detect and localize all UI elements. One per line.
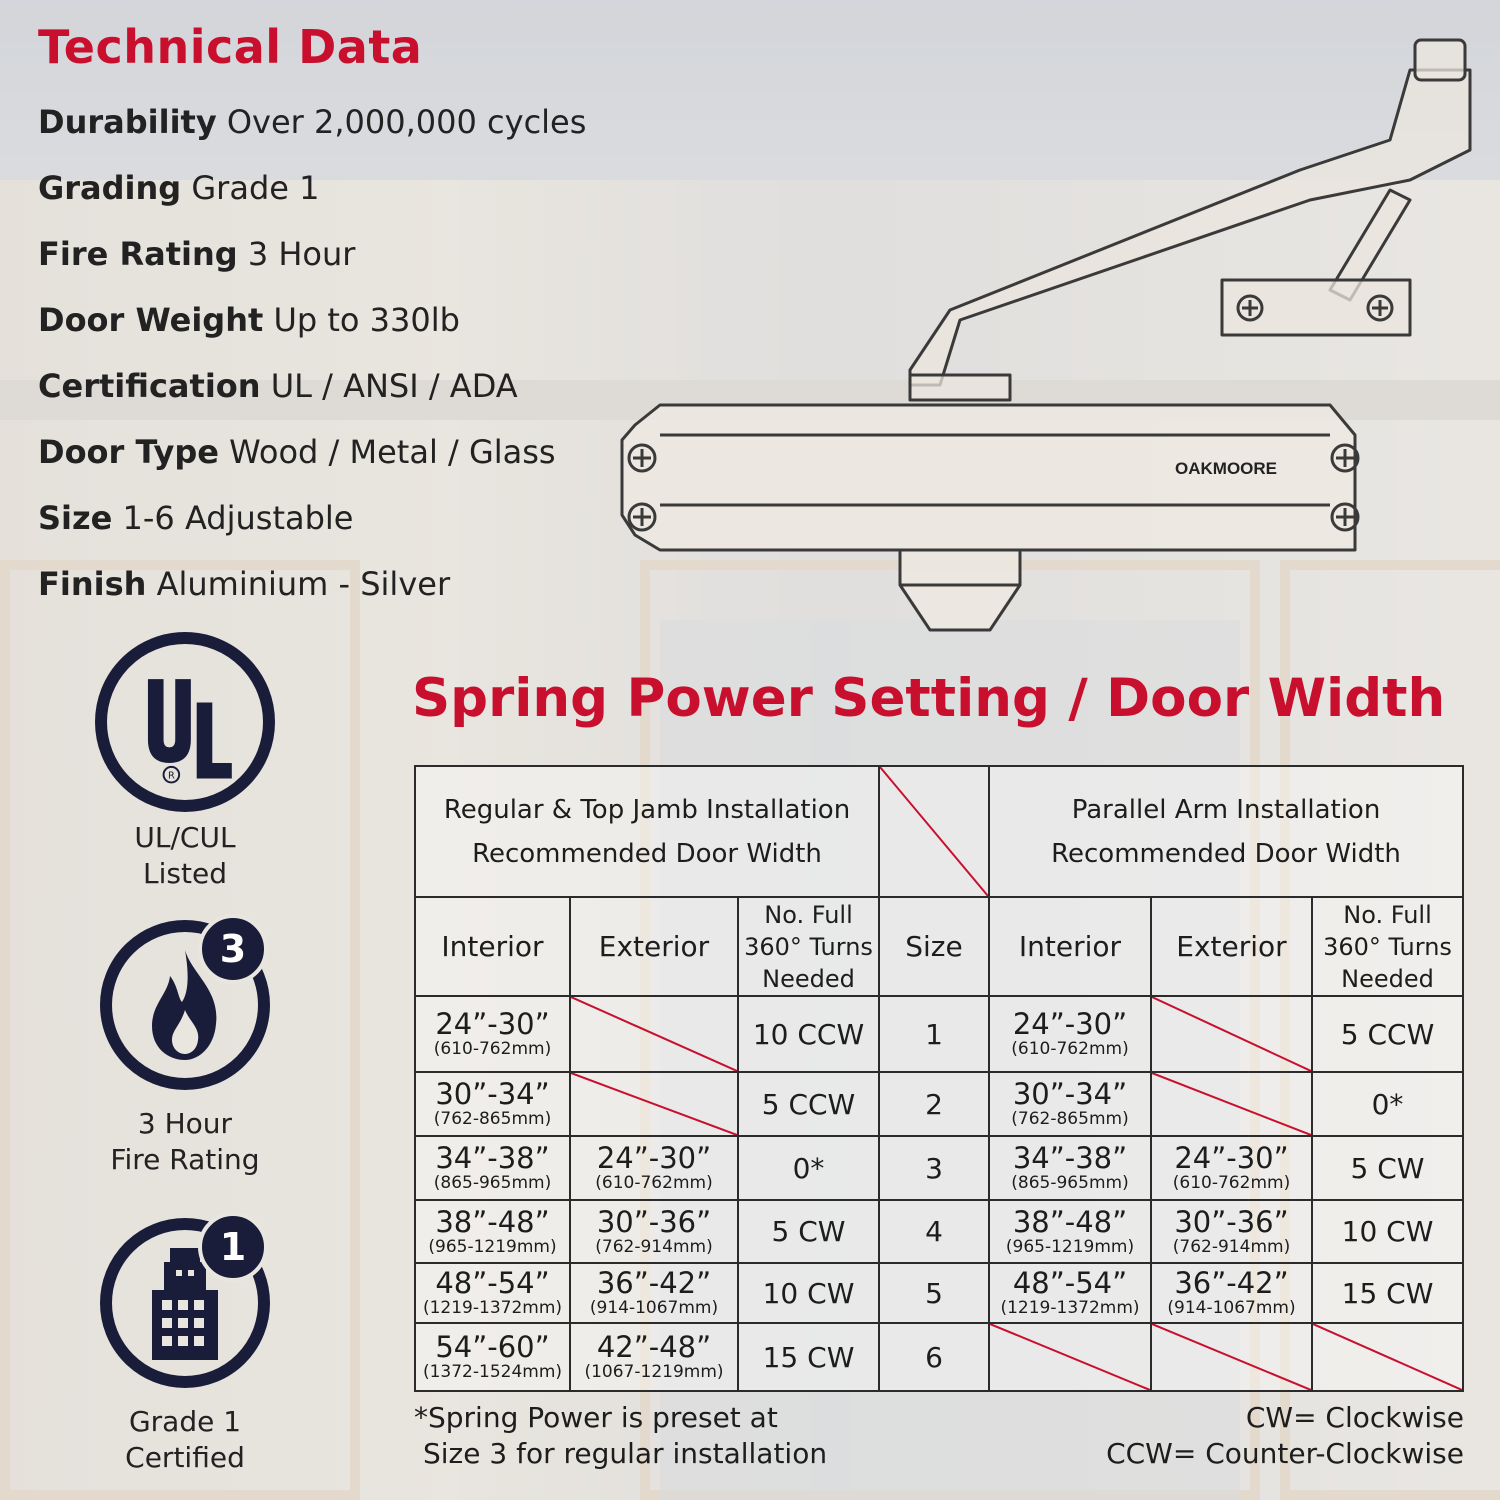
width-inches: 34”-38”: [1012, 1141, 1128, 1175]
empty-slash: [1313, 1324, 1462, 1390]
spec-row-size: [38, 496, 658, 562]
regular-header-line-1: Regular & Top Jamb Installation: [443, 794, 851, 825]
parallel-header-line-2: Recommended Door Width: [1051, 838, 1401, 869]
empty-cell: [1312, 1323, 1463, 1391]
footnote: [414, 1400, 827, 1472]
width-millimeters: (762-865mm): [1011, 1109, 1129, 1129]
grade-caption-line-2: Certified: [125, 1441, 245, 1474]
grade-number: 1: [198, 1212, 268, 1282]
spec-label: Fire Rating: [38, 235, 238, 273]
width-inches: 38”-48”: [1012, 1204, 1128, 1239]
turns-cell: 0*: [1312, 1072, 1463, 1136]
width-millimeters: (610-762mm): [1172, 1173, 1291, 1193]
table-row: [415, 1263, 1463, 1323]
spec-value: Up to 330lb: [273, 301, 460, 339]
spec-value: Wood / Metal / Glass: [229, 433, 556, 471]
width-inches: 36”-42”: [596, 1266, 712, 1300]
spec-value: 3 Hour: [247, 235, 356, 273]
width-inches: 38”-48”: [435, 1204, 550, 1239]
spec-row-door-type: [38, 430, 658, 496]
spec-label: Door Type: [38, 433, 219, 471]
width-range-cell: [415, 1263, 570, 1323]
width-range-cell: [415, 1072, 570, 1136]
ul-listed-badge: [85, 632, 285, 892]
empty-slash: [880, 767, 988, 896]
width-millimeters: (865-965mm): [433, 1173, 552, 1193]
col-header-interior: Interior: [415, 897, 570, 996]
width-range-cell: [570, 1263, 738, 1323]
width-range-cell: [989, 1200, 1151, 1263]
spec-row-certification: [38, 364, 658, 430]
width-range-cell: [570, 1200, 738, 1263]
empty-cell: [570, 996, 738, 1072]
closer-valve-cap: [900, 550, 1020, 630]
table-row: [415, 1200, 1463, 1263]
width-millimeters: (762-865mm): [433, 1109, 552, 1129]
size-cell: 5: [879, 1263, 989, 1323]
width-inches: 30”-36”: [1174, 1204, 1289, 1239]
width-millimeters: (610-762mm): [595, 1173, 713, 1193]
width-inches: 24”-30”: [596, 1141, 712, 1175]
width-millimeters: (914-1067mm): [589, 1298, 719, 1318]
direction-legend: [1106, 1400, 1464, 1472]
width-range-cell: [415, 996, 570, 1072]
table-row: [415, 1136, 1463, 1200]
col-header-turns: [1312, 897, 1463, 996]
grade-ring: [100, 1218, 270, 1388]
grade-caption: [85, 1404, 285, 1476]
empty-cell: [1151, 1072, 1312, 1136]
width-inches: 48”-54”: [1012, 1266, 1128, 1300]
spec-label: Finish: [38, 565, 147, 603]
empty-cell: [570, 1072, 738, 1136]
width-millimeters: (914-1067mm): [1167, 1298, 1296, 1318]
grade-caption-line-1: Grade 1: [128, 1405, 242, 1438]
turns-cell: 5 CCW: [738, 1072, 879, 1136]
size-cell: 2: [879, 1072, 989, 1136]
empty-slash: [571, 997, 737, 1071]
spring-power-table: [414, 765, 1464, 1392]
ul-mark-icon: [107, 644, 263, 800]
width-millimeters: (865-965mm): [1011, 1173, 1129, 1193]
legend-ccw: CCW= Counter-Clockwise: [1106, 1437, 1464, 1470]
width-inches: 36”-42”: [1174, 1266, 1289, 1300]
grade-badge: [85, 1218, 285, 1476]
width-range-cell: [415, 1323, 570, 1391]
turns-cell: 15 CW: [1312, 1263, 1463, 1323]
turns-header-line-3: Needed: [762, 964, 855, 993]
turns-cell: 5 CW: [738, 1200, 879, 1263]
empty-slash: [1152, 1324, 1311, 1390]
parallel-header-line-1: Parallel Arm Installation: [1071, 794, 1381, 825]
spec-row-durability: [38, 100, 658, 166]
width-inches: 24”-30”: [435, 1007, 550, 1041]
turns-header-line-1: No. Full: [1343, 900, 1432, 929]
legend-cw: CW= Clockwise: [1245, 1401, 1464, 1434]
turns-cell: 10 CW: [1312, 1200, 1463, 1263]
header-empty-cell: [879, 766, 989, 897]
spec-label: Certification: [38, 367, 261, 405]
spec-label: Size: [38, 499, 113, 537]
spec-row-grading: [38, 166, 658, 232]
width-millimeters: (1219-1372mm): [1000, 1298, 1140, 1318]
fire-caption-line-2: Fire Rating: [110, 1143, 260, 1176]
table-body: [415, 996, 1463, 1391]
width-range-cell: [570, 1323, 738, 1391]
spec-row-fire-rating: [38, 232, 658, 298]
width-millimeters: (1219-1372mm): [422, 1298, 563, 1318]
table-column-header-row: [415, 897, 1463, 996]
width-millimeters: (762-914mm): [595, 1236, 713, 1257]
fire-rating-number: 3: [198, 914, 268, 984]
ul-caption-line-1: UL/CUL: [134, 821, 236, 854]
fire-caption: [85, 1106, 285, 1178]
width-inches: 24”-30”: [1174, 1141, 1289, 1175]
width-millimeters: (965-1219mm): [428, 1236, 557, 1257]
table-row: [415, 1072, 1463, 1136]
width-inches: 48”-54”: [435, 1266, 550, 1300]
width-inches: 34”-38”: [435, 1141, 550, 1175]
fire-caption-line-1: 3 Hour: [137, 1107, 233, 1140]
width-range-cell: [415, 1136, 570, 1200]
parallel-arm-header: [989, 766, 1463, 897]
turns-header-line-1: No. Full: [764, 900, 853, 929]
turns-cell: 5 CCW: [1312, 996, 1463, 1072]
spring-power-title: Spring Power Setting / Door Width: [412, 668, 1446, 729]
col-header-turns: [738, 897, 879, 996]
technical-spec-list: [38, 100, 658, 628]
spec-label: Durability: [38, 103, 217, 141]
width-inches: 42”-48”: [596, 1330, 712, 1364]
table-row: [415, 996, 1463, 1072]
empty-cell: [1151, 1323, 1312, 1391]
width-inches: 54”-60”: [435, 1330, 550, 1364]
col-header-size: Size: [879, 897, 989, 996]
size-cell: 4: [879, 1200, 989, 1263]
empty-cell: [1151, 996, 1312, 1072]
empty-slash: [990, 1324, 1150, 1390]
ul-caption-line-2: Listed: [143, 857, 227, 890]
brand-label: OAKMOORE: [1175, 459, 1277, 478]
size-cell: 1: [879, 996, 989, 1072]
width-millimeters: (1067-1219mm): [584, 1362, 724, 1382]
turns-header-line-2: 360° Turns: [744, 932, 873, 961]
empty-slash: [1152, 997, 1311, 1071]
turns-cell: 10 CCW: [738, 996, 879, 1072]
empty-slash: [571, 1073, 737, 1135]
width-inches: 24”-30”: [1012, 1007, 1128, 1041]
spec-value: Grade 1: [191, 169, 320, 207]
width-millimeters: (762-914mm): [1172, 1236, 1291, 1257]
ul-caption: [85, 820, 285, 892]
spec-label: Grading: [38, 169, 182, 207]
turns-cell: 0*: [738, 1136, 879, 1200]
footnote-line-1: *Spring Power is preset at: [414, 1401, 778, 1434]
width-millimeters: (610-762mm): [1011, 1039, 1129, 1059]
width-inches: 30”-36”: [596, 1204, 712, 1239]
footnote-line-2: Size 3 for regular installation: [423, 1437, 828, 1470]
spec-value: 1-6 Adjustable: [122, 499, 354, 537]
spec-value: Aluminium - Silver: [156, 565, 451, 603]
table-group-header-row: [415, 766, 1463, 897]
col-header-exterior: Exterior: [570, 897, 738, 996]
spec-value: UL / ANSI / ADA: [270, 367, 518, 405]
col-header-interior: Interior: [989, 897, 1151, 996]
width-range-cell: [1151, 1200, 1312, 1263]
width-inches: 30”-34”: [435, 1077, 550, 1111]
width-range-cell: [989, 1136, 1151, 1200]
door-closer-illustration: [610, 30, 1490, 650]
regular-header-line-2: Recommended Door Width: [472, 838, 822, 869]
width-range-cell: [1151, 1136, 1312, 1200]
turns-cell: 5 CW: [1312, 1136, 1463, 1200]
width-millimeters: (610-762mm): [433, 1039, 552, 1059]
turns-header-line-3: Needed: [1341, 964, 1434, 993]
technical-data-title: Technical Data: [38, 20, 423, 74]
regular-install-header: [415, 766, 879, 897]
width-millimeters: (965-1219mm): [1005, 1236, 1135, 1257]
empty-cell: [989, 1323, 1151, 1391]
empty-slash: [1152, 1073, 1311, 1135]
width-range-cell: [989, 996, 1151, 1072]
width-range-cell: [989, 1263, 1151, 1323]
size-cell: 6: [879, 1323, 989, 1391]
turns-cell: 10 CW: [738, 1263, 879, 1323]
fire-rating-ring: [100, 920, 270, 1090]
width-range-cell: [570, 1136, 738, 1200]
width-range-cell: [415, 1200, 570, 1263]
spec-label: Door Weight: [38, 301, 264, 339]
spec-row-door-weight: [38, 298, 658, 364]
width-millimeters: (1372-1524mm): [422, 1362, 563, 1382]
size-cell: 3: [879, 1136, 989, 1200]
svg-text:R: R: [167, 770, 175, 782]
turns-header-line-2: 360° Turns: [1323, 932, 1452, 961]
width-range-cell: [989, 1072, 1151, 1136]
spec-row-finish: [38, 562, 658, 628]
fire-rating-badge: [85, 920, 285, 1178]
turns-cell: 15 CW: [738, 1323, 879, 1391]
ul-logo: [95, 632, 275, 812]
width-inches: 30”-34”: [1012, 1077, 1128, 1111]
spec-value: Over 2,000,000 cycles: [226, 103, 587, 141]
table-row: [415, 1323, 1463, 1391]
width-range-cell: [1151, 1263, 1312, 1323]
col-header-exterior: Exterior: [1151, 897, 1312, 996]
